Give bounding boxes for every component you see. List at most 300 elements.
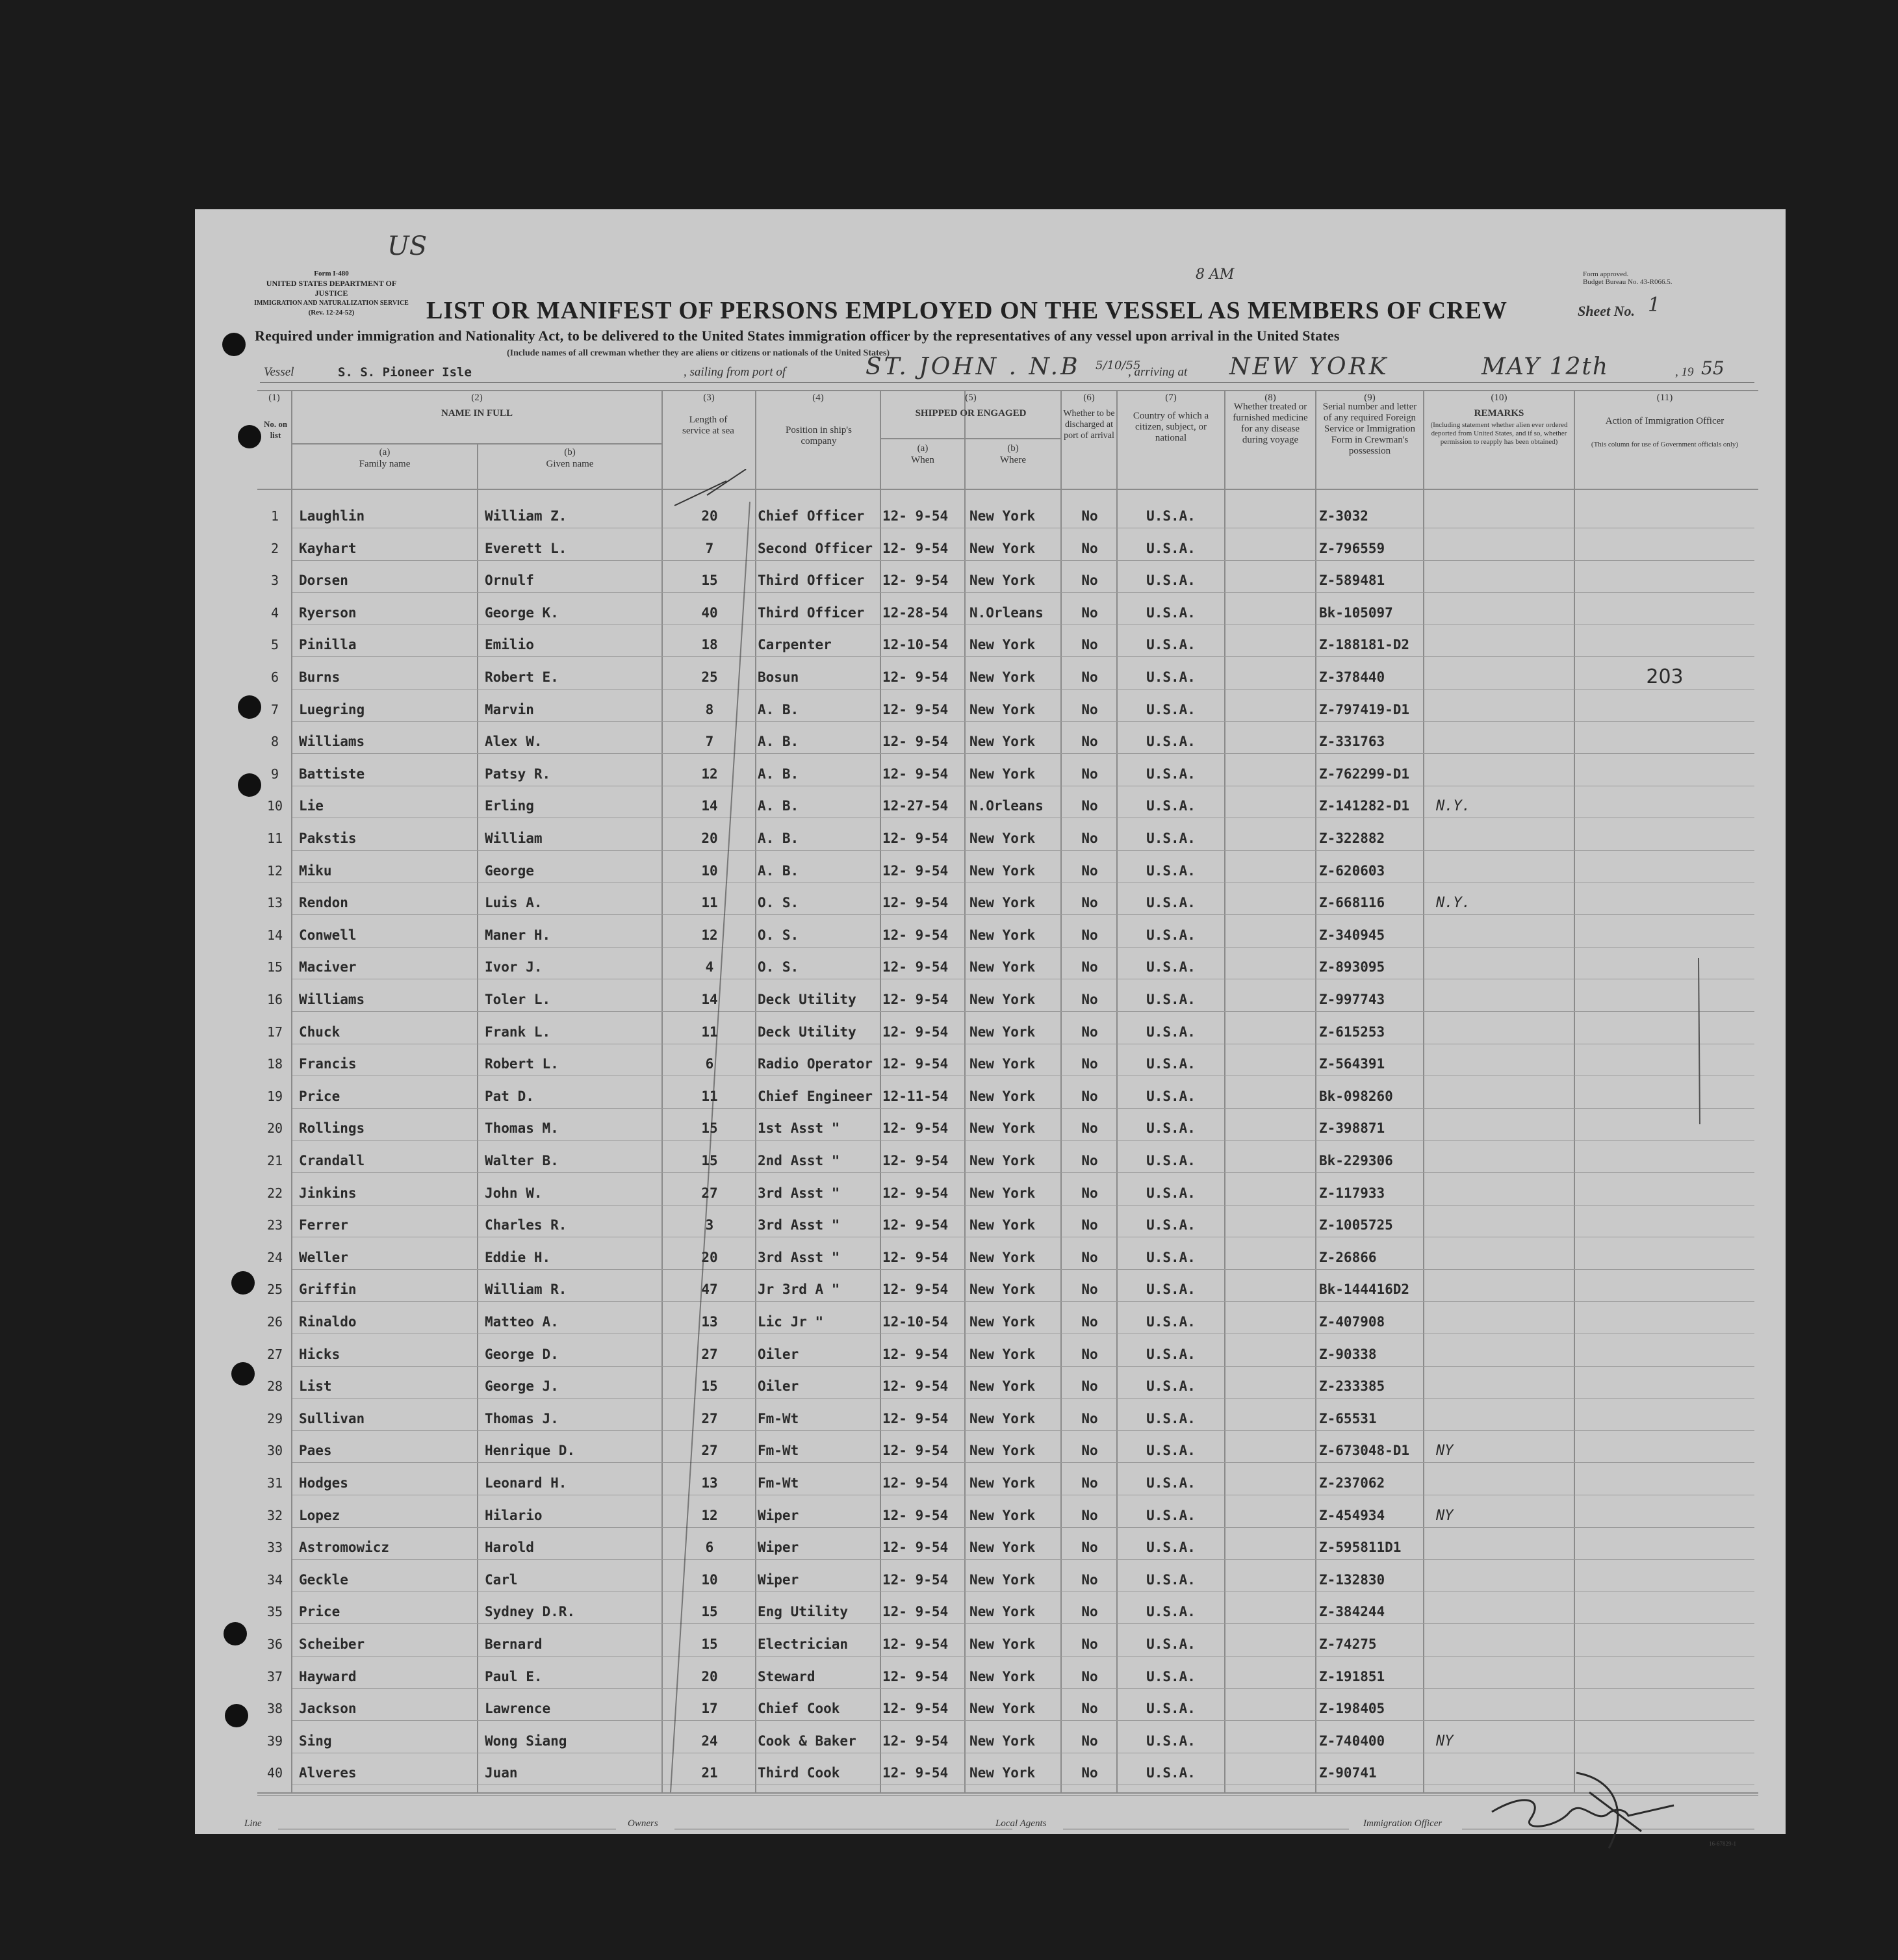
service-length: 7	[705, 540, 714, 556]
serial-number: Z-74275	[1319, 1636, 1377, 1652]
shipped-where: New York	[969, 992, 1036, 1007]
country: U.S.A.	[1146, 1314, 1196, 1330]
family-name: List	[299, 1378, 332, 1395]
country: U.S.A.	[1146, 1410, 1196, 1426]
given-name: Emilio	[485, 637, 534, 653]
service-length: 8	[705, 701, 714, 717]
row-number: 38	[266, 1701, 283, 1717]
row-number: 36	[266, 1636, 283, 1652]
serial-number: Z-797419-D1	[1319, 701, 1410, 717]
family-name: Maciver	[299, 959, 357, 975]
discharged: No	[1081, 1604, 1098, 1620]
given-name: Alex W.	[485, 734, 543, 750]
top-annotation: US	[387, 231, 428, 261]
row-number: 30	[266, 1443, 283, 1459]
row-rule	[292, 914, 1754, 915]
shipped-when: 12- 9-54	[882, 540, 949, 556]
approval-block	[1583, 270, 1752, 286]
manifest-sheet	[195, 209, 1786, 1847]
serial-number: Z-191851	[1319, 1668, 1385, 1684]
family-name: Hayward	[299, 1668, 357, 1684]
shipped-when: 12- 9-54	[882, 992, 949, 1007]
row-number: 4	[270, 604, 279, 621]
service-length: 18	[701, 637, 718, 653]
service-length: 20	[701, 831, 718, 846]
shipped-when: 12- 9-54	[882, 1282, 949, 1298]
service-name: IMMIGRATION AND NATURALIZATION SERVICE	[254, 300, 409, 307]
shipped-where: New York	[969, 1507, 1036, 1523]
family-name: Crandall	[299, 1153, 365, 1168]
country: U.S.A.	[1146, 1701, 1196, 1717]
col5a-letter: (a)	[917, 443, 929, 454]
shipped-when: 12- 9-54	[882, 1733, 949, 1749]
col1-num: (1)	[268, 393, 280, 403]
given-name: Bernard	[485, 1636, 543, 1652]
position: Third Officer	[758, 604, 865, 621]
row-number: 21	[266, 1153, 283, 1168]
serial-number: Z-589481	[1319, 573, 1385, 589]
col5a-label: When	[911, 455, 934, 465]
sheet-number: 1	[1648, 294, 1661, 316]
position: 3rd Asst "	[758, 1249, 840, 1265]
agency-block	[253, 269, 409, 318]
family-name: Luegring	[299, 701, 365, 717]
serial-number: Z-398871	[1319, 1120, 1385, 1137]
family-name: Kayhart	[299, 540, 357, 556]
row-number: 25	[266, 1282, 283, 1298]
shipped-when: 12-28-54	[882, 604, 949, 621]
serial-number: Z-117933	[1319, 1185, 1385, 1201]
position: 2nd Asst "	[758, 1153, 840, 1168]
shipped-when: 12- 9-54	[882, 1056, 949, 1072]
given-name: Thomas J.	[485, 1410, 559, 1426]
serial-number: Z-762299-D1	[1319, 766, 1410, 782]
service-length: 4	[705, 959, 714, 975]
row-number: 5	[270, 637, 279, 653]
given-name: Pat D.	[485, 1088, 534, 1104]
family-name: Williams	[299, 992, 365, 1007]
discharged: No	[1081, 1088, 1098, 1104]
position: Bosun	[758, 669, 799, 685]
serial-number: Z-188181-D2	[1319, 637, 1410, 653]
col5b-label: Where	[1000, 455, 1026, 465]
col2a-letter: (a)	[379, 447, 391, 458]
row-number: 35	[266, 1604, 283, 1620]
family-name: Lie	[299, 798, 324, 814]
shipped-where: New York	[969, 1282, 1036, 1298]
row-rule	[292, 1301, 1754, 1302]
shipped-where: New York	[969, 1701, 1036, 1717]
shipped-when: 12- 9-54	[882, 1024, 949, 1040]
manifest-subtitle: Required under immigration and Nationality Act, to be delivered to the United States immigration officer by the representatives of any vessel upon arrival in the United States	[255, 328, 1340, 344]
service-length: 11	[701, 895, 718, 911]
row-rule	[292, 1720, 1754, 1721]
position: A. B.	[758, 734, 799, 750]
col4-num: (4)	[812, 393, 824, 403]
position: Radio Operator	[758, 1056, 873, 1072]
shipped-where: New York	[969, 927, 1036, 943]
shipped-where: New York	[969, 1378, 1036, 1395]
country: U.S.A.	[1146, 1346, 1196, 1362]
position: Deck Utility	[758, 992, 856, 1007]
remarks: NY	[1436, 1733, 1454, 1749]
row-rule	[292, 560, 1754, 561]
service-length: 17	[701, 1701, 718, 1717]
position: Fm-Wt	[758, 1443, 799, 1459]
shipped-when: 12- 9-54	[882, 1668, 949, 1684]
row-number: 2	[270, 540, 279, 556]
given-name: William Z.	[485, 508, 567, 524]
serial-number: Z-615253	[1319, 1024, 1385, 1040]
col11-note: (This column for use of Government officials only)	[1591, 441, 1739, 448]
given-name: George	[485, 862, 534, 879]
position: 1st Asst "	[758, 1120, 840, 1137]
country: U.S.A.	[1146, 1282, 1196, 1298]
country: U.S.A.	[1146, 831, 1196, 846]
row-number: 15	[266, 959, 283, 975]
family-name: Scheiber	[299, 1636, 365, 1652]
serial-number: Z-564391	[1319, 1056, 1385, 1072]
serial-number: Z-1005725	[1319, 1217, 1393, 1233]
position: Third Cook	[758, 1765, 840, 1781]
service-length: 13	[701, 1475, 718, 1491]
family-name: Dorsen	[299, 573, 348, 589]
position: Lic Jr "	[758, 1314, 824, 1330]
serial-number: Z-997743	[1319, 992, 1385, 1007]
country: U.S.A.	[1146, 1378, 1196, 1395]
row-rule	[292, 1462, 1754, 1463]
discharged: No	[1081, 734, 1098, 750]
country: U.S.A.	[1146, 701, 1196, 717]
family-name: Alveres	[299, 1765, 357, 1781]
row-number: 39	[266, 1733, 283, 1749]
row-number: 17	[266, 1024, 283, 1040]
punch-hole	[238, 773, 261, 797]
country: U.S.A.	[1146, 1733, 1196, 1749]
tally-strokes	[661, 469, 756, 1795]
row-number: 33	[266, 1540, 283, 1556]
service-length: 25	[701, 669, 718, 685]
punch-hole	[231, 1362, 255, 1386]
row-number: 6	[270, 669, 279, 685]
shipped-when: 12- 9-54	[882, 1540, 949, 1556]
row-number: 31	[266, 1475, 283, 1491]
row-rule	[292, 947, 1754, 948]
family-name: Hicks	[299, 1346, 340, 1362]
service-length: 13	[701, 1314, 718, 1330]
arrival-date: MAY 12th	[1481, 354, 1609, 380]
row-rule	[292, 721, 1754, 722]
shipped-where: New York	[969, 1185, 1036, 1201]
row-number: 13	[266, 895, 283, 911]
family-name: Chuck	[299, 1024, 340, 1040]
serial-number: Z-378440	[1319, 669, 1385, 685]
family-name: Rinaldo	[299, 1314, 357, 1330]
row-number: 29	[266, 1410, 283, 1426]
position: A. B.	[758, 798, 799, 814]
country: U.S.A.	[1146, 508, 1196, 524]
shipped-when: 12-11-54	[882, 1088, 949, 1104]
service-length: 10	[701, 862, 718, 879]
service-length: 20	[701, 508, 718, 524]
discharged: No	[1081, 1540, 1098, 1556]
shipped-when: 12-10-54	[882, 637, 949, 653]
shipped-when: 12- 9-54	[882, 1249, 949, 1265]
discharged: No	[1081, 1056, 1098, 1072]
position: Jr 3rd A "	[758, 1282, 840, 1298]
service-length: 14	[701, 798, 718, 814]
serial-number: Bk-098260	[1319, 1088, 1393, 1104]
arriving-label: , arriving at	[1128, 365, 1188, 379]
row-number: 9	[270, 766, 279, 782]
service-length: 10	[701, 1571, 718, 1588]
punch-hole	[238, 695, 261, 719]
service-length: 40	[701, 604, 718, 621]
position: Fm-Wt	[758, 1475, 799, 1491]
serial-number: Z-668116	[1319, 895, 1385, 911]
row-rule	[292, 1269, 1754, 1270]
line-label: Line	[244, 1818, 262, 1829]
row-number: 27	[266, 1346, 283, 1362]
discharged: No	[1081, 669, 1098, 685]
col2a-label: Family name	[359, 459, 411, 469]
row-rule	[292, 1205, 1754, 1206]
shipped-where: New York	[969, 734, 1036, 750]
col2-num: (2)	[471, 393, 483, 403]
family-name: Williams	[299, 734, 365, 750]
shipped-when: 12- 9-54	[882, 831, 949, 846]
serial-number: Z-65531	[1319, 1410, 1377, 1426]
row-rule	[292, 753, 1754, 754]
shipped-where: New York	[969, 540, 1036, 556]
row-number: 12	[266, 862, 283, 879]
family-name: Rendon	[299, 895, 348, 911]
shipped-where: New York	[969, 1636, 1036, 1652]
country: U.S.A.	[1146, 766, 1196, 782]
department: UNITED STATES DEPARTMENT OF JUSTICE	[266, 279, 397, 298]
row-number: 22	[266, 1185, 283, 1201]
shipped-where: New York	[969, 1120, 1036, 1137]
family-name: Ryerson	[299, 604, 357, 621]
country: U.S.A.	[1146, 1217, 1196, 1233]
shipped-when: 12- 9-54	[882, 1443, 949, 1459]
sailing-port: ST. JOHN . N.B	[866, 354, 1081, 380]
shipped-where: New York	[969, 1475, 1036, 1491]
country: U.S.A.	[1146, 604, 1196, 621]
discharged: No	[1081, 1378, 1098, 1395]
sheet-label: Sheet No.	[1578, 303, 1635, 319]
row-rule	[292, 1108, 1754, 1109]
country: U.S.A.	[1146, 862, 1196, 879]
position: Fm-Wt	[758, 1410, 799, 1426]
immigration-officer-label: Immigration Officer	[1363, 1818, 1443, 1829]
service-length: 12	[701, 1507, 718, 1523]
row-number: 37	[266, 1668, 283, 1684]
given-name: Robert E.	[485, 669, 559, 685]
discharged: No	[1081, 1249, 1098, 1265]
given-name: Hilario	[485, 1507, 543, 1523]
col6-num: (6)	[1083, 393, 1095, 403]
position: Chief Officer	[758, 508, 865, 524]
serial-number: Z-322882	[1319, 831, 1385, 846]
row-number: 18	[266, 1056, 283, 1072]
position: Eng Utility	[758, 1604, 849, 1620]
col11-label: Action of Immigration Officer	[1605, 416, 1725, 426]
col11-num: (11)	[1656, 393, 1673, 403]
shipped-where: New York	[969, 1443, 1036, 1459]
given-name: Paul E.	[485, 1668, 543, 1684]
shipped-where: New York	[969, 701, 1036, 717]
col5-num: (5)	[965, 393, 977, 403]
shipped-when: 12- 9-54	[882, 1636, 949, 1652]
serial-number: Bk-229306	[1319, 1153, 1393, 1168]
serial-number: Z-595811D1	[1319, 1540, 1402, 1556]
given-name: Leonard H.	[485, 1475, 567, 1491]
country: U.S.A.	[1146, 1249, 1196, 1265]
discharged: No	[1081, 1507, 1098, 1523]
family-name: Pakstis	[299, 831, 357, 846]
position: Wiper	[758, 1571, 799, 1588]
country: U.S.A.	[1146, 1604, 1196, 1620]
shipped-when: 12- 9-54	[882, 1475, 949, 1491]
country: U.S.A.	[1146, 1540, 1196, 1556]
family-name: Price	[299, 1604, 340, 1620]
given-name: Carl	[485, 1571, 518, 1588]
shipped-when: 12- 9-54	[882, 573, 949, 589]
row-number: 34	[266, 1571, 283, 1588]
col8-num: (8)	[1264, 393, 1276, 403]
family-name: Pinilla	[299, 637, 357, 653]
service-length: 15	[701, 1378, 718, 1395]
sailing-label: , sailing from port of	[684, 365, 786, 379]
family-name: Conwell	[299, 927, 357, 943]
officer-signature	[1485, 1766, 1680, 1851]
given-name: Harold	[485, 1540, 534, 1556]
given-name: Patsy R.	[485, 766, 551, 782]
year-label: , 19	[1675, 365, 1694, 379]
service-length: 20	[701, 1249, 718, 1265]
given-name: Thomas M.	[485, 1120, 559, 1137]
serial-number: Z-620603	[1319, 862, 1385, 879]
serial-number: Z-673048-D1	[1319, 1443, 1410, 1459]
discharged: No	[1081, 573, 1098, 589]
shipped-when: 12- 9-54	[882, 1346, 949, 1362]
shipped-where: New York	[969, 1604, 1036, 1620]
discharged: No	[1081, 959, 1098, 975]
service-length: 27	[701, 1185, 718, 1201]
position: Chief Engineer	[758, 1088, 873, 1104]
position: A. B.	[758, 831, 799, 846]
given-name: Charles R.	[485, 1217, 567, 1233]
shipped-when: 12- 9-54	[882, 959, 949, 975]
shipped-when: 12- 9-54	[882, 1507, 949, 1523]
vessel-name: S. S. Pioneer Isle	[338, 365, 472, 380]
discharged: No	[1081, 895, 1098, 911]
serial-number: Z-331763	[1319, 734, 1385, 750]
position: Oiler	[758, 1346, 799, 1362]
row-number: 3	[270, 573, 279, 589]
country: U.S.A.	[1146, 540, 1196, 556]
service-length: 15	[701, 1636, 718, 1652]
service-length: 27	[701, 1410, 718, 1426]
shipped-where: New York	[969, 669, 1036, 685]
service-length: 21	[701, 1765, 718, 1781]
punch-hole	[224, 1622, 247, 1645]
country: U.S.A.	[1146, 992, 1196, 1007]
country: U.S.A.	[1146, 927, 1196, 943]
shipped-where: New York	[969, 573, 1036, 589]
given-name: Eddie H.	[485, 1249, 551, 1265]
shipped-when: 12- 9-54	[882, 701, 949, 717]
sailing-date: 5/10/55	[1096, 359, 1141, 372]
shipped-when: 12- 9-54	[882, 734, 949, 750]
shipped-where: New York	[969, 1314, 1036, 1330]
service-length: 15	[701, 1153, 718, 1168]
shipped-where: New York	[969, 1024, 1036, 1040]
country: U.S.A.	[1146, 1668, 1196, 1684]
punch-hole	[238, 425, 261, 448]
punch-hole	[231, 1271, 255, 1295]
shipped-where: New York	[969, 1410, 1036, 1426]
family-name: Price	[299, 1088, 340, 1104]
row-rule	[292, 1656, 1754, 1657]
service-length: 14	[701, 992, 718, 1007]
shipped-when: 12-27-54	[882, 798, 949, 814]
service-length: 12	[701, 766, 718, 782]
discharged: No	[1081, 831, 1098, 846]
discharged: No	[1081, 1571, 1098, 1588]
shipped-where: New York	[969, 1540, 1036, 1556]
discharged: No	[1081, 701, 1098, 717]
row-rule	[292, 1688, 1754, 1689]
shipped-when: 12- 9-54	[882, 1120, 949, 1137]
service-length: 20	[701, 1668, 718, 1684]
country: U.S.A.	[1146, 1056, 1196, 1072]
discharged: No	[1081, 1443, 1098, 1459]
remarks: N.Y.	[1436, 798, 1470, 815]
position: O. S.	[758, 895, 799, 911]
position: O. S.	[758, 959, 799, 975]
shipped-when: 12- 9-54	[882, 766, 949, 782]
family-name: Jackson	[299, 1701, 357, 1717]
discharged: No	[1081, 927, 1098, 943]
punch-hole	[225, 1704, 248, 1727]
given-name: Lawrence	[485, 1701, 551, 1717]
given-name: Toler L.	[485, 992, 551, 1007]
serial-number: Z-141282-D1	[1319, 798, 1410, 814]
service-length: 6	[705, 1540, 714, 1556]
shipped-when: 12- 9-54	[882, 1185, 949, 1201]
row-rule	[292, 656, 1754, 657]
row-rule	[292, 1011, 1754, 1012]
row-rule	[292, 1172, 1754, 1173]
family-name: Weller	[299, 1249, 348, 1265]
serial-number: Z-340945	[1319, 927, 1385, 943]
discharged: No	[1081, 1410, 1098, 1426]
discharged: No	[1081, 1217, 1098, 1233]
officer-action: 203	[1646, 665, 1684, 688]
include-note: (Include names of all crewman whether they are aliens or citizens or nationals of the United States)	[507, 348, 890, 358]
row-rule	[292, 1366, 1754, 1367]
serial-number: Z-893095	[1319, 959, 1385, 975]
family-name: Burns	[299, 669, 340, 685]
discharged: No	[1081, 1765, 1098, 1781]
remarks: NY	[1436, 1507, 1454, 1524]
shipped-where: New York	[969, 862, 1036, 879]
discharged: No	[1081, 798, 1098, 814]
shipped-when: 12- 9-54	[882, 1153, 949, 1168]
discharged: No	[1081, 1153, 1098, 1168]
